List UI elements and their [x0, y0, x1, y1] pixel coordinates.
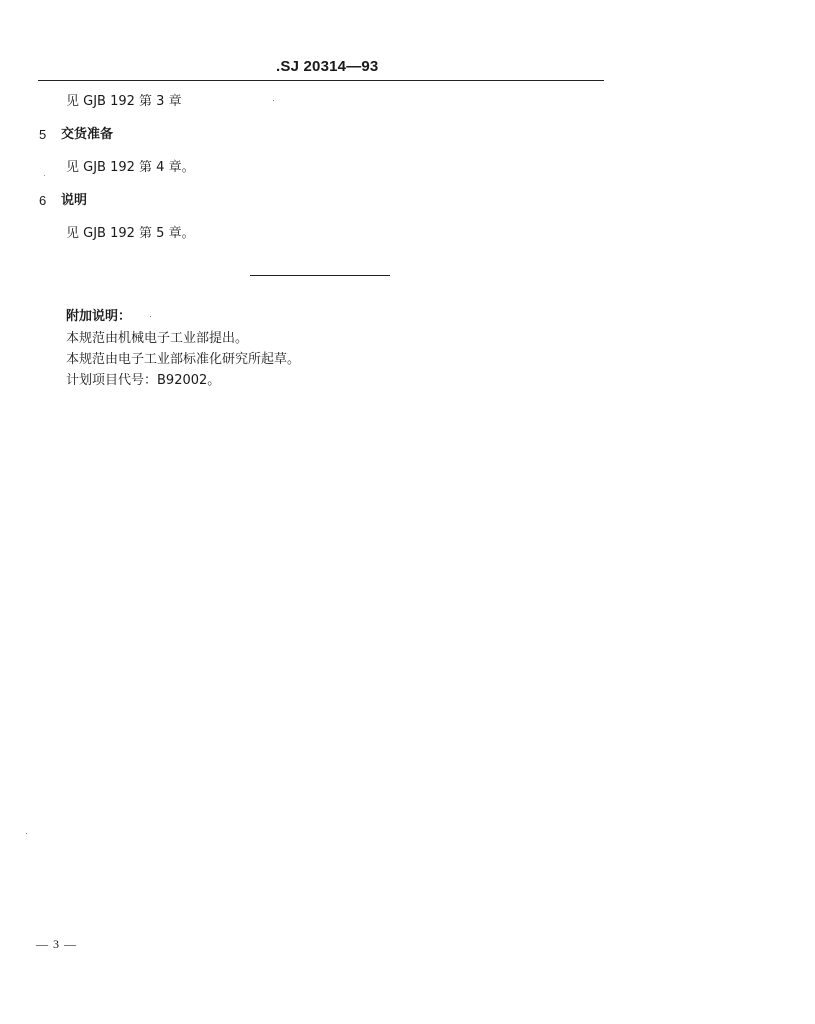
section-5-title: 交货准备 — [61, 127, 114, 142]
scan-speck — [273, 100, 274, 101]
additional-notes-title: 附加说明： — [66, 309, 132, 324]
section-5-body: 见 GJB 192 第 4 章。 — [66, 160, 195, 175]
page-number: — 3 — — [36, 937, 77, 951]
additional-notes-line: 本规范由机械电子工业部提出。 — [66, 331, 249, 346]
section-5-number: 5 — [39, 127, 47, 142]
additional-notes-line: 计划项目代号：B92002。 — [66, 373, 221, 388]
scan-speck — [150, 316, 151, 317]
scan-speck — [26, 833, 27, 834]
standard-code: .SJ 20314—93 — [276, 58, 379, 75]
scan-speck — [44, 175, 45, 176]
section-4-body: 见 GJB 192 第 3 章 — [66, 94, 182, 109]
section-6-number: 6 — [39, 193, 47, 208]
section-6-title: 说明 — [61, 193, 88, 208]
header-rule — [38, 80, 604, 81]
additional-notes-line: 本规范由电子工业部标准化研究所起草。 — [66, 352, 301, 367]
end-of-text-rule — [250, 275, 390, 276]
section-6-body: 见 GJB 192 第 5 章。 — [66, 226, 195, 241]
